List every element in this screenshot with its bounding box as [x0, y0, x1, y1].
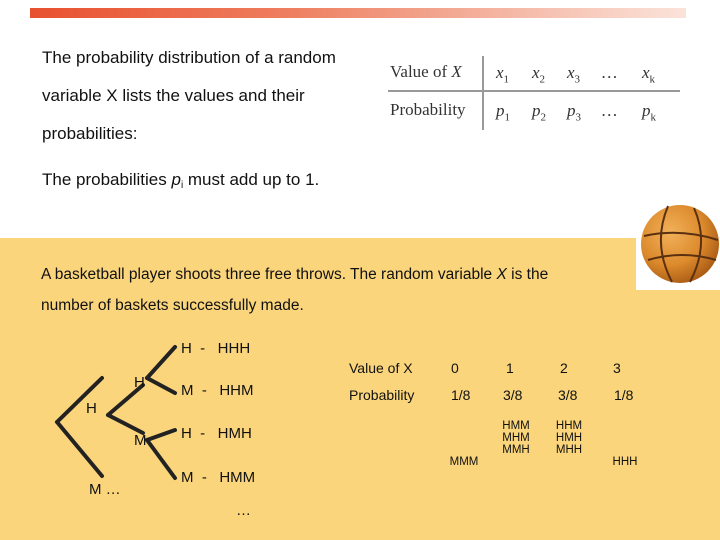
problem-line-1: A basketball player shoots three free throws. The random variable X is the [41, 266, 549, 283]
tree-node-second-m: M [134, 432, 147, 449]
outcomes-0 [444, 456, 484, 468]
intro-text: The probability distribution of a random variable X lists the values and their probabilities: [42, 48, 336, 143]
prob-table-value-label: Value of X [349, 360, 413, 376]
outcome: MHM [502, 432, 530, 444]
tree-node-first-m: M … [89, 481, 121, 498]
sum-rule-text: The probabilities $p_i$ must add up to 1. [42, 170, 320, 191]
probability-label: Probability [390, 100, 466, 119]
prob-table-value-2: 2 [560, 360, 568, 376]
prob-pk: $p_k$ [642, 101, 656, 124]
tree-branch [147, 378, 175, 393]
value-x3: $x_3$ [567, 63, 581, 86]
prob-p1: $p_1$ [496, 101, 510, 124]
tree-ellipsis: … [236, 502, 251, 519]
prob-p3: $p_3$ [567, 101, 581, 124]
prob-table-value-0: 0 [451, 360, 459, 376]
tree-branch [147, 440, 175, 478]
prob-ellipsis: … [602, 101, 618, 120]
prob-table-value-1: 1 [506, 360, 514, 376]
tree-leaf-hmm: M - HMM [181, 469, 256, 486]
outcome: HMH [555, 432, 583, 444]
outcome: HHH [612, 456, 638, 468]
tree-branch [147, 430, 175, 440]
outcome: HHM [555, 420, 583, 432]
tree-leaf-hmh: H - HMH [181, 425, 252, 442]
prob-table-value-3: 3 [613, 360, 621, 376]
outcome: MMH [502, 444, 530, 456]
outcomes-2 [549, 420, 589, 456]
prob-table-prob-1: 3/8 [503, 387, 523, 403]
prob-table-prob-3: 1/8 [614, 387, 634, 403]
prob-p2: $p_2$ [532, 101, 546, 124]
tree-node-first-h: H [86, 400, 97, 417]
value-label: Value of X [390, 62, 462, 81]
outcome: HMM [502, 420, 530, 432]
tree-branch [108, 415, 143, 433]
value-ellipsis: … [602, 63, 618, 82]
prob-table-prob-label: Probability [349, 387, 415, 403]
tree-branch [147, 347, 175, 378]
outcome: MHH [555, 444, 583, 456]
outcomes-1 [496, 420, 536, 456]
tree-leaf-hhm: M - HHM [181, 382, 254, 399]
outcomes-3 [605, 456, 645, 468]
tree-leaf-hhh: H - HHH [181, 340, 251, 357]
value-x2: $x_2$ [532, 63, 546, 86]
prob-table-prob-0: 1/8 [451, 387, 471, 403]
problem-line-2: number of baskets successfully made. [41, 297, 304, 314]
tree-branch [57, 422, 102, 476]
prob-table-prob-2: 3/8 [558, 387, 578, 403]
tree-node-second-h: H [134, 374, 145, 391]
outcome: MMM [449, 456, 479, 468]
value-x1: $x_1$ [496, 63, 510, 86]
value-xk: $x_k$ [642, 63, 656, 86]
